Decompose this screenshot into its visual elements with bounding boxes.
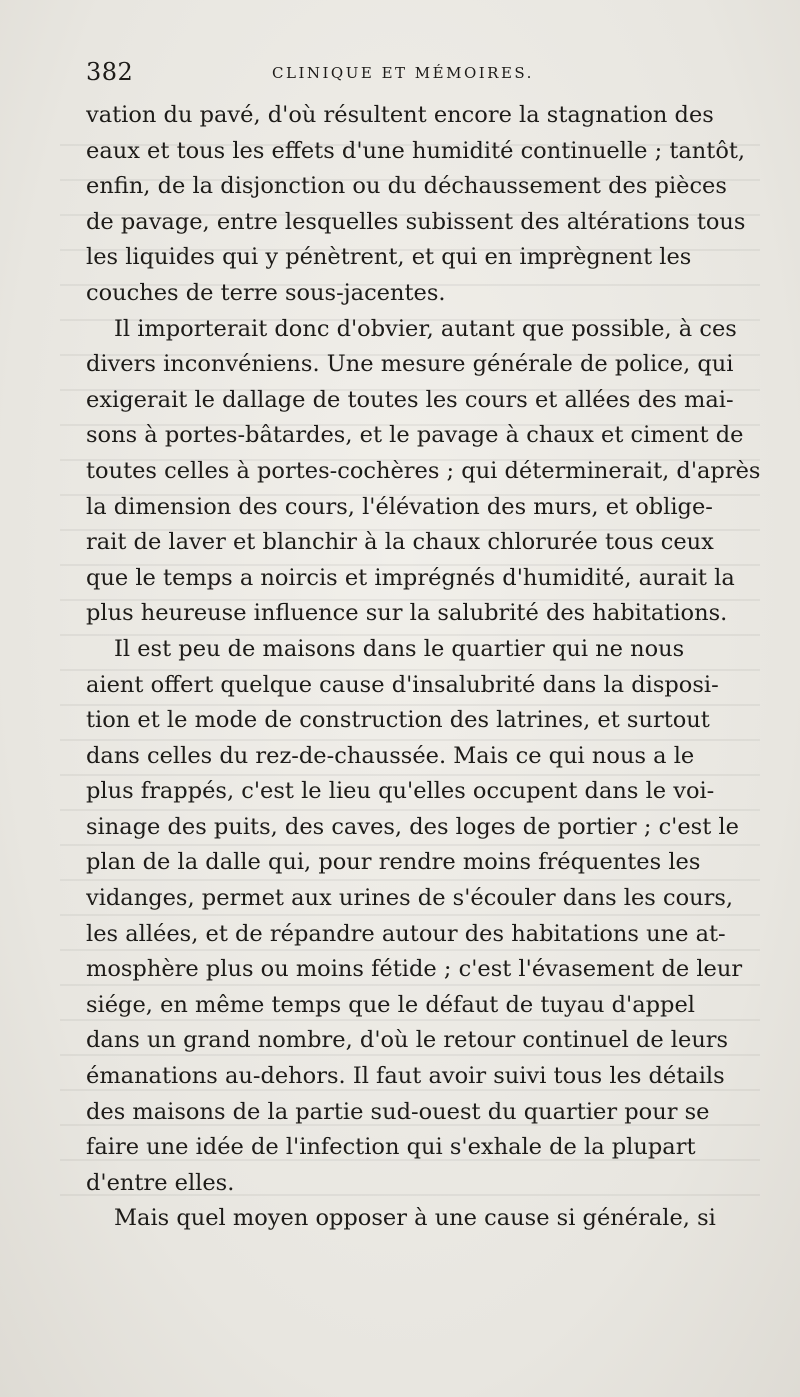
text-line: vation du pavé, d'où résultent encore la stagnation des <box>86 102 714 128</box>
text-line: la dimension des cours, l'élévation des murs, et oblige- <box>86 493 713 520</box>
body-text <box>86 98 780 1237</box>
text-line: sons à portes-bâtardes, et le pavage à chaux et ciment de <box>86 422 744 449</box>
text-line: tion et le mode de construction des latrines, et surtout <box>86 707 710 734</box>
text-line: plus heureuse influence sur la salubrité des habitations. <box>86 600 728 627</box>
text-line: les allées, et de répandre autour des habitations une at- <box>86 920 726 947</box>
text-line: divers inconvéniens. Une mesure générale de police, qui <box>86 351 734 378</box>
text-line: d'entre elles. <box>86 1169 235 1196</box>
page-header <box>86 58 780 90</box>
text-line: couches de terre sous-jacentes. <box>86 279 446 306</box>
text-line: que le temps a noircis et imprégnés d'humidité, aurait la <box>86 564 735 591</box>
text-line: rait de laver et blanchir à la chaux chlorurée tous ceux <box>86 529 714 556</box>
text-line: toutes celles à portes-cochères ; qui déterminerait, d'après <box>86 457 761 484</box>
text-line: siége, en même temps que le défaut de tuyau d'appel <box>86 991 695 1018</box>
text-line: enfin, de la disjonction ou du déchaussement des pièces <box>86 173 727 200</box>
running-title: CLINIQUE ET MÉMOIRES. <box>272 64 534 82</box>
text-line: faire une idée de l'infection qui s'exhale de la plupart <box>86 1134 696 1161</box>
text-line: plus frappés, c'est le lieu qu'elles occupent dans le voi- <box>86 778 715 805</box>
paragraph-start-line: Il est peu de maisons dans le quartier qui ne nous <box>114 635 685 662</box>
text-line: aient offert quelque cause d'insalubrité dans la disposi- <box>86 671 719 698</box>
text-line: plan de la dalle qui, pour rendre moins fréquentes les <box>86 849 701 876</box>
text-line: les liquides qui y pénètrent, et qui en imprègnent les <box>86 244 692 271</box>
text-line: mosphère plus ou moins fétide ; c'est l'évasement de leur <box>86 956 743 983</box>
paragraph-start-line: Il importerait donc d'obvier, autant que possible, à ces <box>114 315 737 342</box>
text-line: émanations au-dehors. Il faut avoir suivi tous les détails <box>86 1063 725 1090</box>
text-line: dans celles du rez-de-chaussée. Mais ce qui nous a le <box>86 742 695 769</box>
text-line: vidanges, permet aux urines de s'écouler dans les cours, <box>86 885 734 912</box>
text-line: de pavage, entre lesquelles subissent des altérations tous <box>86 208 746 235</box>
page-number: 382 <box>86 58 134 86</box>
text-line: des maisons de la partie sud-ouest du quartier pour se <box>86 1098 710 1125</box>
text-line: eaux et tous les effets d'une humidité continuelle ; tantôt, <box>86 137 746 164</box>
text-line: exigerait le dallage de toutes les cours et allées des mai- <box>86 386 734 413</box>
paragraph-start-line: Mais quel moyen opposer à une cause si générale, si <box>114 1205 716 1232</box>
text-line: dans un grand nombre, d'où le retour continuel de leurs <box>86 1027 729 1054</box>
text-line: sinage des puits, des caves, des loges de portier ; c'est le <box>86 813 739 840</box>
